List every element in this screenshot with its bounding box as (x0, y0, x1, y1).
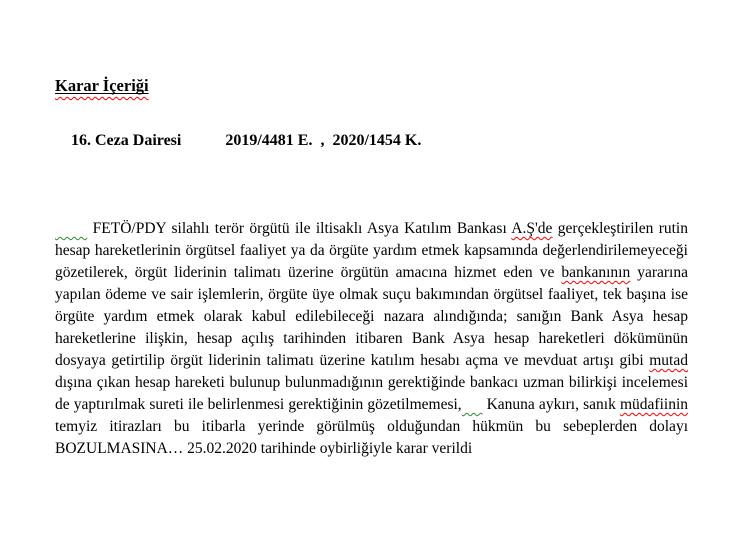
misspelled-word-squiggle: müdafiinin (619, 396, 689, 413)
misspelled-word-squiggle: bankanının (561, 264, 631, 281)
grammar-flagged-spaces-squiggle (55, 220, 87, 237)
document-heading (55, 76, 149, 96)
text-run: temyiz itirazları bu itibarla yerinde görülmüş olduğundan hükmün bu sebeplerden dolayı BOZULMASINA… 25.02.2020 tarihinde oybirliğiyle karar verildi (55, 418, 688, 457)
misspelled-word-squiggle: mutad (649, 352, 688, 369)
decision-paragraph (55, 218, 688, 460)
text-run: gerçekleştirilen rutin hesap hareketlerinin örgütsel faaliyet ya da örgüte yardım etmek kapsamında değerlendirilemeyeceği gözetilerek, örgüt liderinin talimatı üzerine örgütün amacına hizmet eden ve (55, 220, 688, 281)
court-case-line (55, 111, 688, 171)
text-run: dışına çıkan hesap hareketi bulunup bulunmadığının gerektiğinde bankacı uzman bilirkişi incelemesi de yaptırılmak sureti ile belirlenmesi gerektiğinin gözetilmemesi, (55, 374, 688, 413)
text-run: FETÖ/PDY silahlı terör örgütü ile iltisaklı Asya Katılım Bankası (87, 220, 512, 237)
text-run: Kanuna aykırı, sanık (482, 396, 620, 413)
text-run: yararına yapılan ödeme ve sair işlemlerin, örgüte üye olmak suçu bakımından örgütsel faaliyet, tek başına ise örgüte yardım etmek olarak kabul edilebileceği nazara alındığında; sanığın Bank Asya hesap hareketlerine ilişkin, hesap açılış tarihinden itibaren Bank Asya hesap hareketleri dökümünün dosyaya getirtilip örgüt liderinin talimatı üzerine katılım hesabı açma ve mevduat artışı gibi (55, 264, 688, 369)
misspelled-word-squiggle: A.Ş'de (511, 220, 553, 237)
heading-spellcheck-squiggle (55, 76, 149, 95)
heading-text: Karar İçeriği (55, 76, 149, 95)
court-name: 16. Ceza Dairesi (71, 132, 182, 149)
grammar-flagged-spaces-squiggle (462, 396, 483, 413)
case-numbers: 2019/4481 E. , 2020/1454 K. (225, 132, 422, 149)
